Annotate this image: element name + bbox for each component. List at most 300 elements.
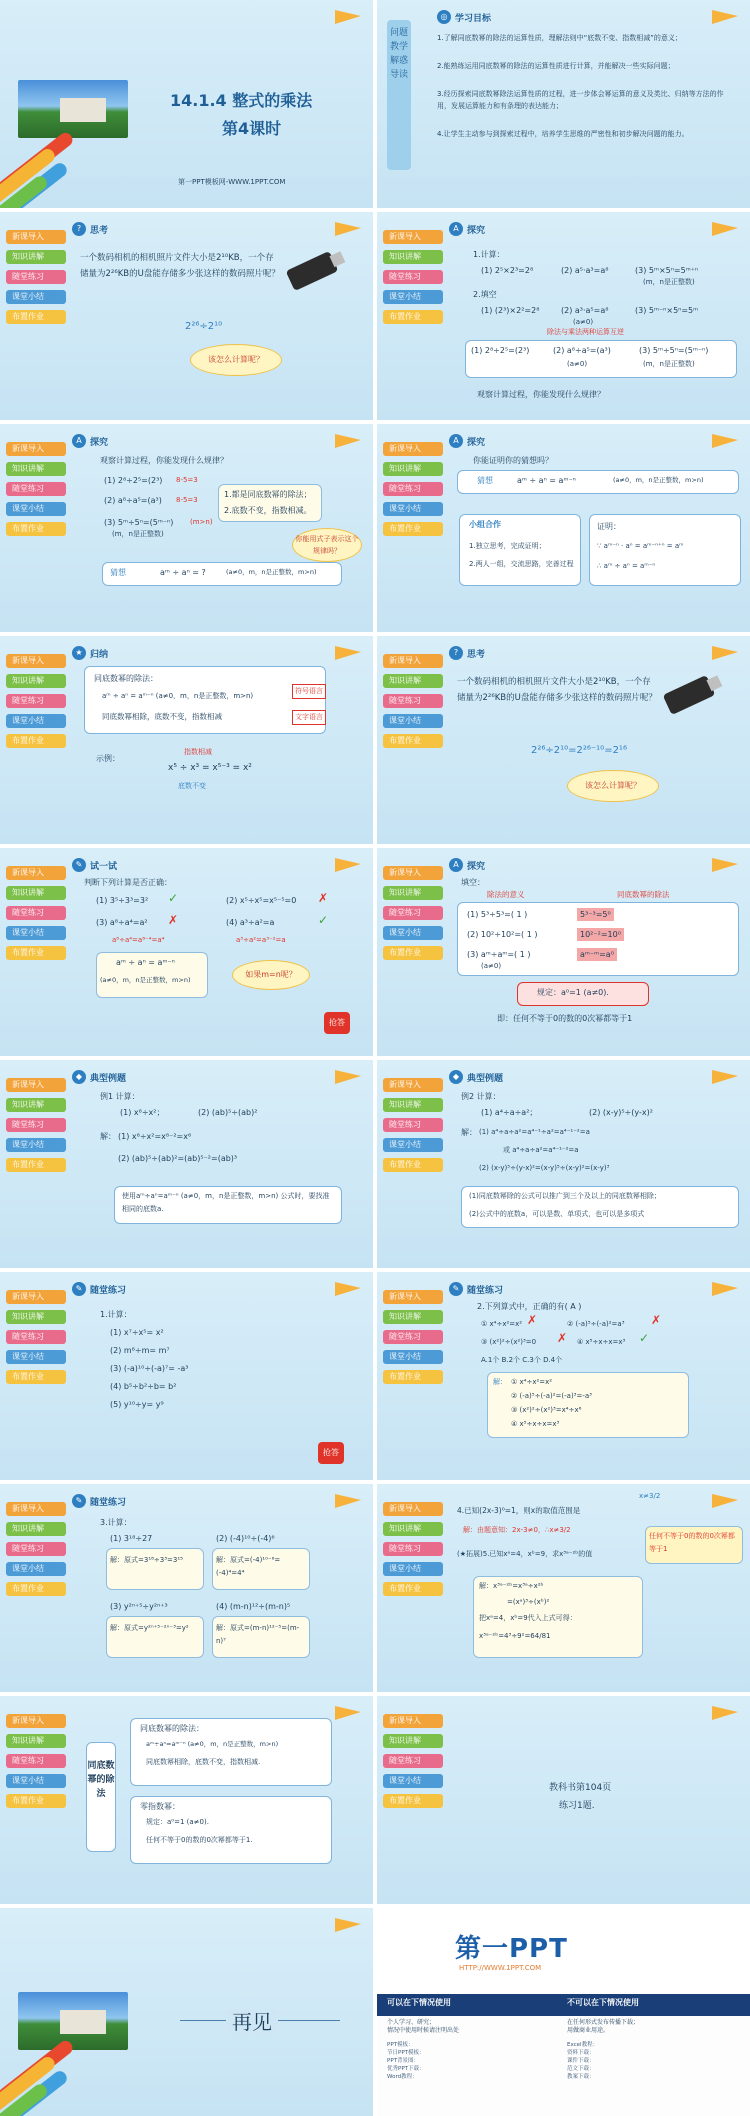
tab-knowledge[interactable]: 知识讲解 (6, 1098, 66, 1112)
link-2[interactable]: 节日PPT模板： (387, 2050, 425, 2056)
buzzer-button[interactable]: 抢答 (318, 1442, 344, 1464)
slide-17[interactable] (0, 1696, 373, 1904)
paper-plane-icon (712, 646, 738, 660)
row-2: (2) a⁸÷a⁵=(a³) (104, 496, 162, 505)
heading-text: 随堂练习 (90, 1497, 127, 1508)
example-1: (1) a⁴÷a÷a²； (481, 1108, 538, 1117)
example-formula: x⁵ ÷ x³ = x⁵⁻³ = x² (168, 763, 252, 773)
slide-11[interactable] (0, 1060, 373, 1268)
side-note: 任何不等于0的数的0次幂都等于1 (649, 1532, 735, 1553)
homework-line-2: 练习1题. (559, 1801, 595, 1811)
practice-q1: (1) x⁷÷x⁵= x² (110, 1328, 164, 1337)
section-heading (449, 222, 485, 236)
example-2: (2) (x-y)⁵÷(y-x)² (589, 1108, 653, 1117)
explore-icon: A (449, 222, 463, 236)
ppt-logo: 第一PPT (455, 1934, 568, 1964)
tab-list (383, 654, 443, 754)
footer-text: 第一PPT模板网-WWW.1PPT.COM (178, 178, 286, 186)
tab-knowledge[interactable]: 知识讲解 (383, 674, 443, 688)
tab-summary[interactable]: 课堂小结 (383, 926, 443, 940)
tab-knowledge[interactable]: 知识讲解 (6, 1310, 66, 1324)
paper-plane-icon (335, 222, 361, 236)
tab-intro[interactable]: 新课导入 (383, 1078, 443, 1092)
paper-plane-icon (335, 1070, 361, 1084)
tab-list (6, 1078, 66, 1178)
practice-icon: ✎ (449, 1282, 463, 1296)
rule-2-title: 零指数幂： (140, 1802, 180, 1811)
tab-practice[interactable]: 随堂练习 (6, 906, 66, 920)
link-6[interactable]: Excel教程： (567, 2042, 599, 2048)
section-heading (449, 1282, 503, 1296)
row-2-note: 8-5=3 (176, 496, 198, 504)
row-1: (1) 2⁸÷2⁵=(2³) (104, 476, 163, 485)
check-icon: ✓ (168, 891, 179, 905)
tab-practice[interactable]: 随堂练习 (383, 1118, 443, 1132)
section-heading (449, 1070, 503, 1084)
answer-4: 解：原式=(m-n)¹²⁻⁵=(m-n)⁷ (216, 1624, 300, 1645)
paper-plane-icon (712, 1706, 738, 1720)
coop-2: 2.两人一组，交流思路，完善过程 (469, 560, 574, 568)
slide-13[interactable] (0, 1272, 373, 1480)
solution-4: x³ᵃ⁻²ᵇ=4³÷9²=64/81 (479, 1632, 551, 1640)
practice-q5: (5) y¹⁰÷y= y⁹ (110, 1400, 164, 1409)
buzzer-button[interactable]: 抢答 (324, 1012, 350, 1034)
slide-18[interactable] (377, 1696, 750, 1904)
tab-practice[interactable]: 随堂练习 (6, 270, 66, 284)
link-7[interactable]: 资料下载： (567, 2050, 595, 2056)
tab-knowledge[interactable]: 知识讲解 (6, 674, 66, 688)
example-top-note: 指数相减 (184, 748, 212, 756)
slide-5[interactable] (0, 424, 373, 632)
row-1-right: 5³⁻³=5⁰ (577, 908, 614, 921)
link-4[interactable]: 优秀PPT下载： (387, 2066, 425, 2072)
tab-intro[interactable]: 新课导入 (6, 1078, 66, 1092)
solution-1-alt: 或 a⁴÷a÷a²=a⁴⁻¹⁻²=a (503, 1146, 579, 1154)
link-8[interactable]: 课件下载： (567, 2058, 595, 2064)
tab-knowledge[interactable]: 知识讲解 (6, 1522, 66, 1536)
tab-intro[interactable]: 新课导入 (383, 1714, 443, 1728)
solution-3: 把xᵃ=4，xᵇ=9代入上式可得： (479, 1614, 577, 1622)
div-note-3: (m，n是正整数) (643, 360, 695, 368)
summary-icon: ★ (72, 646, 86, 660)
solution-1: ① x⁴÷x²=x² (511, 1378, 553, 1386)
tab-list (383, 442, 443, 542)
solution-label: 解： (493, 1378, 507, 1386)
div-note-2: (a≠0) (567, 360, 588, 368)
tab-practice[interactable]: 随堂练习 (6, 1542, 66, 1556)
question-5: (★拓展)5.已知xᵃ=4，xᵇ=9，求x³ᵃ⁻²ᵇ的值 (457, 1550, 593, 1558)
forbidden-2: 用做商业用途。 (567, 2027, 610, 2034)
tab-intro[interactable]: 新课导入 (383, 866, 443, 880)
row-1-left: (1) 5³÷5³=( 1 ) (467, 910, 528, 919)
div-2: (2) a⁸÷a⁵=(a³) (553, 346, 611, 355)
example-icon: ◆ (449, 1070, 463, 1084)
expression: 2²⁶÷2¹⁰ (185, 321, 223, 332)
tab-summary[interactable]: 课堂小结 (383, 290, 443, 304)
tab-practice[interactable]: 随堂练习 (6, 1118, 66, 1132)
heading-text: 典型例题 (467, 1073, 504, 1084)
tab-intro[interactable]: 新课导入 (6, 442, 66, 456)
tab-intro[interactable]: 新课导入 (383, 230, 443, 244)
practice-q3: (3) y²ⁿ⁺⁵÷y²ⁿ⁺³ (110, 1602, 168, 1611)
option-3: ③ (x²)²÷(x²)³=0 (481, 1338, 537, 1346)
row-3: (3) 5ᵐ÷5ⁿ=(5ᵐ⁻ⁿ) (104, 518, 174, 527)
tab-summary[interactable]: 课堂小结 (383, 502, 443, 516)
try-icon: ✎ (72, 858, 86, 872)
rule-condition: (a≠0，m，n是正整数，m>n) (100, 976, 191, 984)
paper-plane-icon (335, 434, 361, 448)
tab-intro[interactable]: 新课导入 (6, 1714, 66, 1728)
guess-label: 猜想 (477, 476, 493, 485)
section-heading (437, 10, 491, 24)
tab-intro[interactable]: 新课导入 (383, 1502, 443, 1516)
tab-summary[interactable]: 课堂小结 (383, 1138, 443, 1152)
slide-4[interactable] (377, 212, 750, 420)
col-header-2: 同底数幂的除法 (617, 890, 670, 899)
item-4: (4) a³÷a²=a (226, 918, 275, 927)
proof-step-2: ∴ aᵐ ÷ aⁿ = aᵐ⁻ⁿ (597, 562, 656, 570)
rule-formula: aᵐ ÷ aⁿ = aᵐ⁻ⁿ (a≠0，m，n是正整数，m>n) (102, 692, 254, 700)
solution-label: 解： (461, 1128, 477, 1137)
tab-knowledge[interactable]: 知识讲解 (383, 1310, 443, 1324)
paper-plane-icon (335, 646, 361, 660)
note-1: (1)同底数幂除的公式可以推广到三个及以上的同底数幂相除； (469, 1192, 661, 1200)
info-panel (377, 1994, 750, 2116)
row-1-note: 8-5=3 (176, 476, 198, 484)
section-heading (72, 858, 117, 872)
cross-icon: ✗ (168, 913, 179, 927)
tab-list (6, 1290, 66, 1390)
paper-plane-icon (335, 1494, 361, 1508)
tab-intro[interactable]: 新课导入 (6, 654, 66, 668)
slide-8[interactable] (377, 636, 750, 844)
tab-knowledge[interactable]: 知识讲解 (383, 886, 443, 900)
tab-summary[interactable]: 课堂小结 (383, 714, 443, 728)
allowed-2: 情况中使用时候请注明出处 (387, 2027, 460, 2034)
summary-side-label: 同底数幂的除法 (86, 1742, 116, 1852)
rule-title: 同底数幂的除法： (94, 674, 158, 683)
tab-summary[interactable]: 课堂小结 (383, 1774, 443, 1788)
example-icon: ◆ (72, 1070, 86, 1084)
symbol-language-tag: 符号语言 (292, 684, 326, 699)
proof-step-1: ∵ aᵐ⁻ⁿ · aⁿ = aᵐ⁻ⁿ⁺ⁿ = aᵐ (597, 542, 684, 550)
tab-summary[interactable]: 课堂小结 (6, 290, 66, 304)
col-header-1: 除法的意义 (487, 890, 525, 899)
heading-text: 探究 (467, 861, 486, 872)
solution-2: ② (-a)⁵÷(-a)²=(-a)³=-a³ (511, 1392, 592, 1400)
heading-text: 随堂练习 (467, 1285, 504, 1296)
tab-homework[interactable]: 布置作业 (383, 1794, 443, 1808)
thought-bubble: 该怎么计算呢？ (567, 770, 659, 802)
thought-bubble: 该怎么计算呢？ (190, 344, 282, 376)
tab-knowledge[interactable]: 知识讲解 (6, 1734, 66, 1748)
tab-practice[interactable]: 随堂练习 (383, 1330, 443, 1344)
question-text: 一个数码相机的相机照片文件大小是2¹⁰KB，一个存储量为2²⁶KB的U盘能存储多少张这样的数码照片呢？ (80, 253, 280, 279)
rule-2: 2.底数不变，指数相减。 (224, 506, 312, 515)
slide-3[interactable] (0, 212, 373, 420)
tab-homework[interactable]: 布置作业 (6, 1582, 66, 1596)
side-label: 问题教学解惑导读 (387, 20, 411, 170)
allowed-1: 个人学习、研究； (387, 2019, 436, 2026)
coop-1: 1.独立思考，完成证明； (469, 542, 546, 550)
tab-summary[interactable]: 课堂小结 (6, 926, 66, 940)
usage-bar (377, 1994, 750, 2016)
question-4: 4.已知(2x-3)⁰=1，则x的取值范围是 (457, 1506, 581, 1515)
paint-strokes-decoration (0, 2002, 100, 2116)
inverse-note: 除法与乘法两种运算互逆 (547, 328, 624, 336)
coop-title: 小组合作 (469, 520, 501, 529)
tab-list (6, 1502, 66, 1602)
option-4: ④ x⁵÷x÷x=x³ (577, 1338, 626, 1346)
observe-question: 观察计算过程，你能发现什么规律？ (477, 390, 605, 399)
slide-20[interactable] (377, 1908, 750, 2116)
section-heading (449, 646, 485, 660)
slide-1[interactable] (0, 0, 373, 208)
link-5[interactable]: Word教程： (387, 2074, 418, 2080)
explore-icon: A (72, 434, 86, 448)
slide-2[interactable] (377, 0, 750, 208)
tab-list (6, 654, 66, 754)
tab-list (383, 1714, 443, 1814)
solution-3: ③ (x²)²÷(x²)³=x⁴÷x⁶ (511, 1406, 582, 1414)
fill-note: (a≠0) (573, 318, 594, 326)
goal-item-3: 3.经历探索同底数幂除法运算性质的过程，进一步体会幂运算的意义及类比、归纳等方法的作用，发展运算能力和有条理的表达能力； (437, 90, 724, 110)
tab-intro[interactable]: 新课导入 (383, 442, 443, 456)
cross-icon: ✗ (527, 1313, 538, 1327)
thought-bubble: 你能用式子表示这个规律吗？ (292, 528, 362, 562)
tab-practice[interactable]: 随堂练习 (6, 1754, 66, 1768)
paper-plane-icon (335, 10, 361, 24)
row-3-note: (m>n) (190, 518, 213, 526)
fill-label: 填空： (461, 878, 485, 887)
choices-text: A.1个 B.2个 C.3个 D.4个 (481, 1356, 563, 1364)
ppt-url[interactable]: HTTP://WWW.1PPT.COM (459, 1964, 542, 1972)
practice-q2: (2) (-4)¹⁰÷(-4)⁶ (216, 1534, 275, 1543)
solution-1: (1) a⁴÷a÷a²=a⁴⁻¹÷a²=a⁴⁻¹⁻²=a (479, 1128, 590, 1136)
slide-10[interactable] (377, 848, 750, 1056)
check-icon: ✓ (639, 1331, 650, 1345)
section-heading (72, 1070, 126, 1084)
item-3: (3) a⁸÷a⁴=a² (96, 918, 148, 927)
tab-knowledge[interactable]: 知识讲解 (383, 1734, 443, 1748)
paper-plane-icon (712, 1494, 738, 1508)
practice-label: 1.计算： (100, 1310, 132, 1319)
tab-list (6, 1714, 66, 1814)
rule-2-formula: 规定：a⁰=1 (a≠0). (146, 1818, 209, 1826)
tab-list (383, 1078, 443, 1178)
tab-knowledge[interactable]: 知识讲解 (383, 250, 443, 264)
target-icon: ◎ (437, 10, 451, 24)
tab-homework[interactable]: 布置作业 (6, 1794, 66, 1808)
tab-practice[interactable]: 随堂练习 (6, 1330, 66, 1344)
link-10[interactable]: 教案下载： (567, 2074, 595, 2080)
heading-text: 探究 (90, 437, 109, 448)
tab-practice[interactable]: 随堂练习 (383, 906, 443, 920)
guess-condition: (a≠0，m，n是正整数，m>n) (226, 568, 317, 576)
tab-homework[interactable]: 布置作业 (383, 522, 443, 536)
question-text: 2.下列算式中，正确的有( A ) (477, 1302, 582, 1311)
paper-plane-icon (712, 858, 738, 872)
heading-text: 随堂练习 (90, 1285, 127, 1296)
tab-intro[interactable]: 新课导入 (6, 1502, 66, 1516)
link-9[interactable]: 范文下载： (567, 2066, 595, 2072)
expression: 2²⁶÷2¹⁰=2²⁶⁻¹⁰=2¹⁶ (531, 745, 627, 756)
tab-practice[interactable]: 随堂练习 (383, 694, 443, 708)
paper-plane-icon (712, 1282, 738, 1296)
tab-homework[interactable]: 布置作业 (6, 734, 66, 748)
tab-list (6, 866, 66, 966)
tab-homework[interactable]: 布置作业 (6, 522, 66, 536)
heading-text: 探究 (467, 225, 486, 236)
guess-formula: aᵐ ÷ aⁿ = ? (160, 568, 206, 577)
question-text: 判断下列计算是否正确： (84, 878, 172, 887)
tab-practice[interactable]: 随堂练习 (383, 1754, 443, 1768)
heading-text: 试一试 (90, 861, 118, 872)
solution-2: =(xᵃ)³÷(xᵇ)² (507, 1598, 550, 1606)
tab-intro[interactable]: 新课导入 (6, 230, 66, 244)
tab-knowledge[interactable]: 知识讲解 (383, 1098, 443, 1112)
tab-homework[interactable]: 布置作业 (383, 1158, 443, 1172)
solution-label: 解： (100, 1132, 116, 1141)
paper-plane-icon (712, 1070, 738, 1084)
row-3-right: aᵐ⁻ᵐ=a⁰ (577, 948, 617, 961)
solution-2: (2) (ab)⁵÷(ab)²=(ab)⁵⁻²=(ab)³ (118, 1154, 238, 1163)
div-3: (3) 5ᵐ÷5ⁿ=(5ᵐ⁻ⁿ) (639, 346, 709, 355)
practice-q2: (2) m⁸÷m= m⁷ (110, 1346, 170, 1355)
explore-icon: A (449, 858, 463, 872)
example-bottom-note: 底数不变 (178, 782, 206, 790)
lesson-title: 14.1.4 整式的乘法 (170, 91, 313, 110)
row-2-left: (2) 10²÷10²=( 1 ) (467, 930, 538, 939)
note-2: (2)公式中的底数a，可以是数、单项式，也可以是多项式 (469, 1210, 645, 1218)
tab-practice[interactable]: 随堂练习 (383, 482, 443, 496)
slide-9[interactable] (0, 848, 373, 1056)
rule-formula: aᵐ ÷ aⁿ = aᵐ⁻ⁿ (116, 958, 175, 967)
slide-16[interactable] (377, 1484, 750, 1692)
option-1: ① x⁴÷x²=x² (481, 1320, 523, 1328)
heading-text: 归纳 (90, 649, 109, 660)
tab-summary[interactable]: 课堂小结 (6, 1350, 66, 1364)
guess-label: 猜想 (110, 568, 126, 577)
lesson-subtitle: 第4课时 (222, 119, 282, 138)
tab-homework[interactable]: 布置作业 (383, 946, 443, 960)
fill-1: (1) (2³)×2²=2⁸ (481, 306, 540, 315)
calc-1: (1) 2⁵×2³=2⁸ (481, 266, 534, 275)
explore-icon: A (449, 434, 463, 448)
word-language-tag: 文字语言 (292, 710, 326, 725)
tab-practice[interactable]: 随堂练习 (383, 270, 443, 284)
tab-homework[interactable]: 布置作业 (6, 1370, 66, 1384)
think-icon: ? (449, 646, 463, 660)
heading-text: 思考 (90, 225, 109, 236)
tab-intro[interactable]: 新课导入 (383, 654, 443, 668)
heading-text: 探究 (467, 437, 486, 448)
tab-summary[interactable]: 课堂小结 (6, 502, 66, 516)
hint-1: a⁸÷a⁴=a⁸⁻⁴=a⁴ (112, 936, 165, 944)
question-text: 观察计算过程，你能发现什么规律？ (100, 456, 228, 465)
goodbye-text: 再见 (226, 2010, 278, 2034)
goal-item-4: 4.让学生主动参与到探索过程中，培养学生思维的严密性和初步解决问题的能力。 (437, 130, 689, 138)
rule-1-title: 同底数幂的除法： (140, 1724, 204, 1733)
check-icon: ✓ (318, 913, 329, 927)
tab-knowledge[interactable]: 知识讲解 (383, 462, 443, 476)
slide-19[interactable] (0, 1908, 373, 2116)
tab-list (383, 866, 443, 966)
section-heading (449, 434, 485, 448)
slide-12[interactable] (377, 1060, 750, 1268)
tab-practice[interactable]: 随堂练习 (6, 482, 66, 496)
tab-homework[interactable]: 布置作业 (6, 946, 66, 960)
rule-1-desc: 同底数幂相除，底数不变，指数相减. (146, 1758, 261, 1766)
rule-text: 规定：a⁰=1 (a≠0). (537, 988, 609, 997)
tab-knowledge[interactable]: 知识讲解 (6, 886, 66, 900)
forbidden-title: 不可以在下情况使用 (567, 1998, 639, 2007)
guess-condition: (a≠0，m，n是正整数，m>n) (613, 476, 704, 484)
goal-item-1: 1.了解同底数幂的除法的运算性质，理解法则中“底数不变、指数相减”的意义； (437, 34, 682, 42)
tab-practice[interactable]: 随堂练习 (383, 1542, 443, 1556)
tab-summary[interactable]: 课堂小结 (6, 1138, 66, 1152)
answer-3: 解：原式=y²ⁿ⁺⁵⁻²ⁿ⁻³=y² (110, 1624, 189, 1632)
section-heading (72, 646, 108, 660)
slide-14[interactable] (377, 1272, 750, 1480)
tab-summary[interactable]: 课堂小结 (6, 1774, 66, 1788)
tab-practice[interactable]: 随堂练习 (6, 694, 66, 708)
link-1[interactable]: PPT模板： (387, 2042, 414, 2048)
tab-summary[interactable]: 课堂小结 (6, 714, 66, 728)
item-2: (2) x⁵÷x⁵=x⁵⁻⁵=0 (226, 896, 297, 905)
tab-homework[interactable]: 布置作业 (383, 734, 443, 748)
tab-summary[interactable]: 课堂小结 (6, 1562, 66, 1576)
slide-15[interactable] (0, 1484, 373, 1692)
row-3-left: (3) aᵐ÷aᵐ=( 1 ) (467, 950, 531, 959)
solution-2: (2) (x-y)⁵÷(y-x)²=(x-y)⁵÷(x-y)²=(x-y)³ (479, 1164, 610, 1172)
tab-intro[interactable]: 新课导入 (383, 1290, 443, 1304)
tab-homework[interactable]: 布置作业 (383, 1370, 443, 1384)
practice-icon: ✎ (72, 1282, 86, 1296)
tab-homework[interactable]: 布置作业 (383, 310, 443, 324)
fill-label: 2.填空 (473, 290, 497, 299)
rule-description: 同底数幂相除，底数不变，指数相减 (102, 712, 222, 721)
tab-intro[interactable]: 新课导入 (6, 1290, 66, 1304)
tab-knowledge[interactable]: 知识讲解 (383, 1522, 443, 1536)
example-label: 例2 计算： (461, 1092, 501, 1101)
paper-plane-icon (335, 1706, 361, 1720)
think-icon: ? (72, 222, 86, 236)
slide-7[interactable] (0, 636, 373, 844)
tab-homework[interactable]: 布置作业 (6, 310, 66, 324)
tab-homework[interactable]: 布置作业 (383, 1582, 443, 1596)
calc-label: 1.计算： (473, 250, 505, 259)
tab-knowledge[interactable]: 知识讲解 (6, 462, 66, 476)
tab-homework[interactable]: 布置作业 (6, 1158, 66, 1172)
link-3[interactable]: PPT背景图： (387, 2058, 419, 2064)
tab-summary[interactable]: 课堂小结 (383, 1350, 443, 1364)
paper-plane-icon (712, 10, 738, 24)
section-heading (72, 434, 108, 448)
tab-knowledge[interactable]: 知识讲解 (6, 250, 66, 264)
tab-intro[interactable]: 新课导入 (6, 866, 66, 880)
hint-2: a³÷a²=a³⁻²=a (236, 936, 286, 944)
section-heading (72, 1282, 126, 1296)
tab-summary[interactable]: 课堂小结 (383, 1562, 443, 1576)
practice-q4: (4) (m-n)¹²÷(m-n)⁵ (216, 1602, 291, 1611)
heading-text: 思考 (467, 649, 486, 660)
slide-6[interactable] (377, 424, 750, 632)
practice-label: 3.计算： (100, 1518, 132, 1527)
allowed-title: 可以在下情况使用 (387, 1998, 451, 2007)
tab-list (6, 230, 66, 330)
thought-bubble: 如果m=n呢？ (232, 960, 310, 990)
